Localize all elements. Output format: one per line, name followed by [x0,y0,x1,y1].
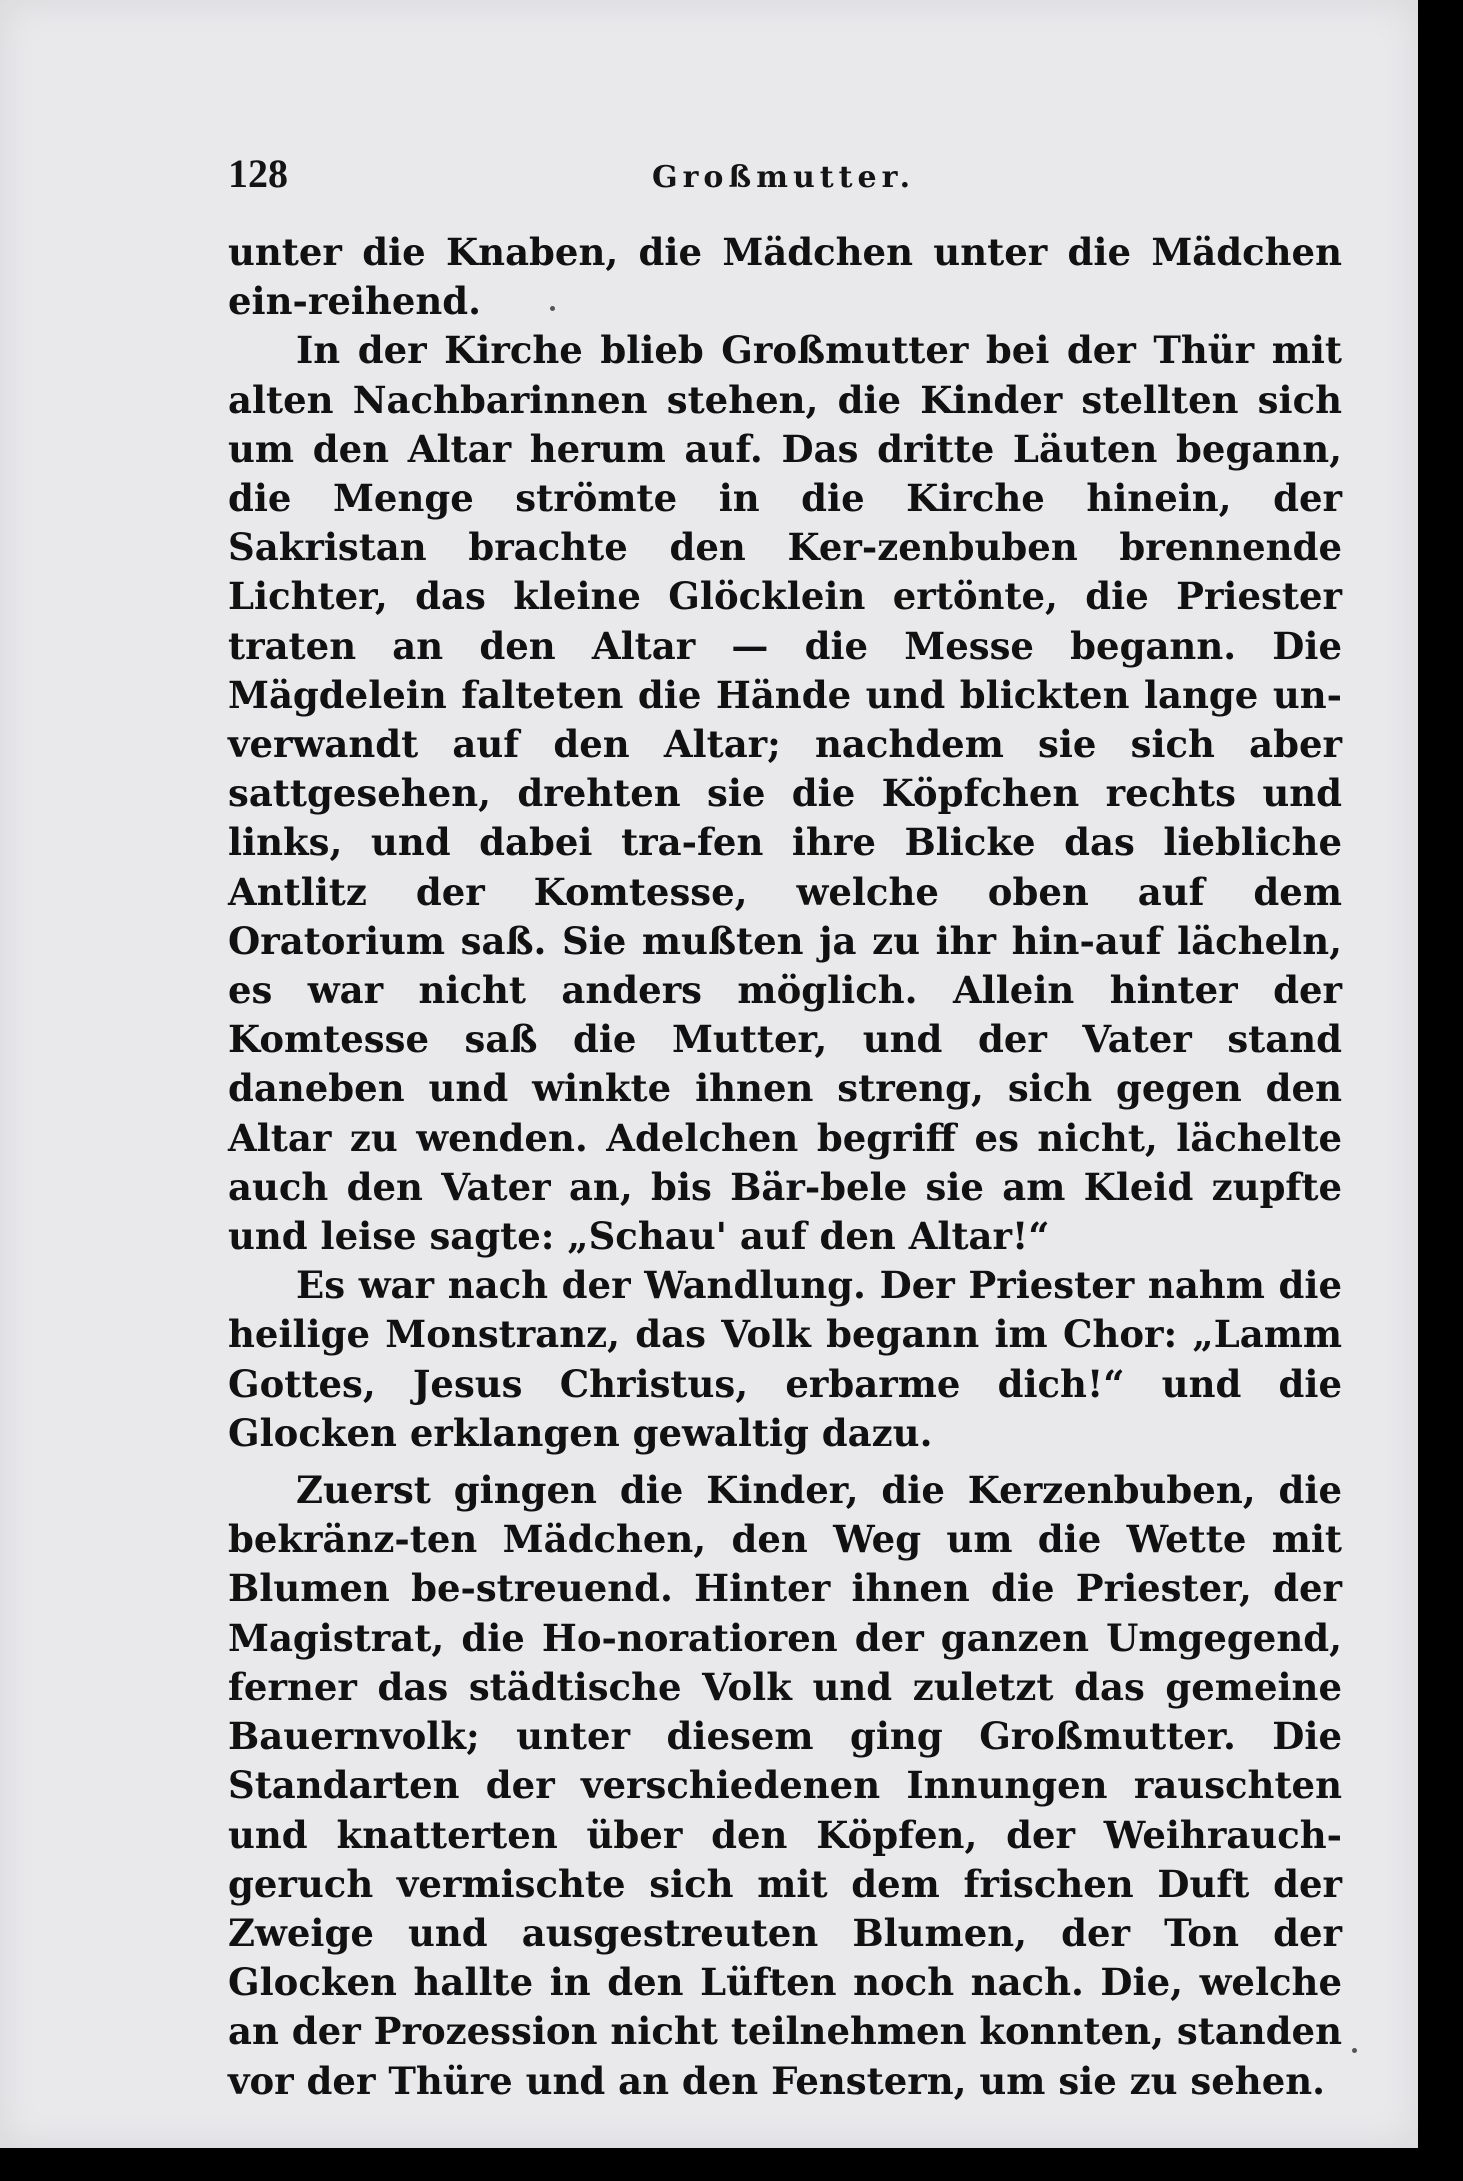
page-header [228,150,1342,210]
paragraph-2: In der Kirche blieb Großmutter bei der Thür mit alten Nachbarinnen stehen, die Kinder stellten sich um den Altar herum auf. Das dritte Läuten begann, die Menge strömte in die Kirche hinein, der Sakristan brachte den Ker-zenbuben brennende Lichter, das kleine Glöcklein ertönte, die Priester traten an den Altar — die Messe begann. Die Mägdelein falteten die Hände und blickten lange un-verwandt auf den Altar; nachdem sie sich aber sattgesehen, drehten sie die Köpfchen rechts und links, und dabei tra-fen ihre Blicke das liebliche Antlitz der Komtesse, welche oben auf dem Oratorium saß. Sie mußten ja zu ihr hin-auf lächeln, es war nicht anders möglich. Allein hinter der Komtesse saß die Mutter, und der Vater stand daneben und winkte ihnen streng, sich gegen den Altar zu wenden. Adelchen begriff es nicht, lächelte auch den Vater an, bis Bär-bele sie am Kleid zupfte und leise sagte: „Schau' auf den Altar!“ [228,328,1342,1259]
scan-border-right [1418,0,1463,2181]
print-speck [1352,2048,1357,2053]
paragraph-4: Zuerst gingen die Kinder, die Kerzenbuben, die bekränz-ten Mädchen, den Weg um die Wette mit Blumen be-streuend. Hinter ihnen die Priester, der Magistrat, die Ho-noratioren der ganzen Umgegend, ferner das städtische Volk und zuletzt das gemeine Bauernvolk; unter diesem ging Großmutter. Die Standarten der verschiedenen Innungen rauschten und knatterten über den Köpfen, der Weihrauch-geruch vermischte sich mit dem frischen Duft der Zweige und ausgestreuten Blumen, der Ton der Glocken hallte in den Lüften noch nach. Die, welche an der Prozession nicht teilnehmen konnten, standen vor der Thüre und an den Fenstern, um sie zu sehen. [228,1468,1342,2103]
paragraph-3: Es war nach der Wandlung. Der Priester nahm die heilige Monstranz, das Volk begann im Chor: „Lamm Gottes, Jesus Christus, erbarme dich!“ und die Glocken erklangen gewaltig dazu. [228,1263,1342,1455]
body-text [228,228,1342,2106]
print-speck [550,306,555,311]
paragraph-1: unter die Knaben, die Mädchen unter die Mädchen ein-reihend. [228,230,1342,324]
scan-border-bottom [0,2148,1463,2181]
running-title: Großmutter. [652,160,916,195]
page-number: 128 [228,151,288,196]
